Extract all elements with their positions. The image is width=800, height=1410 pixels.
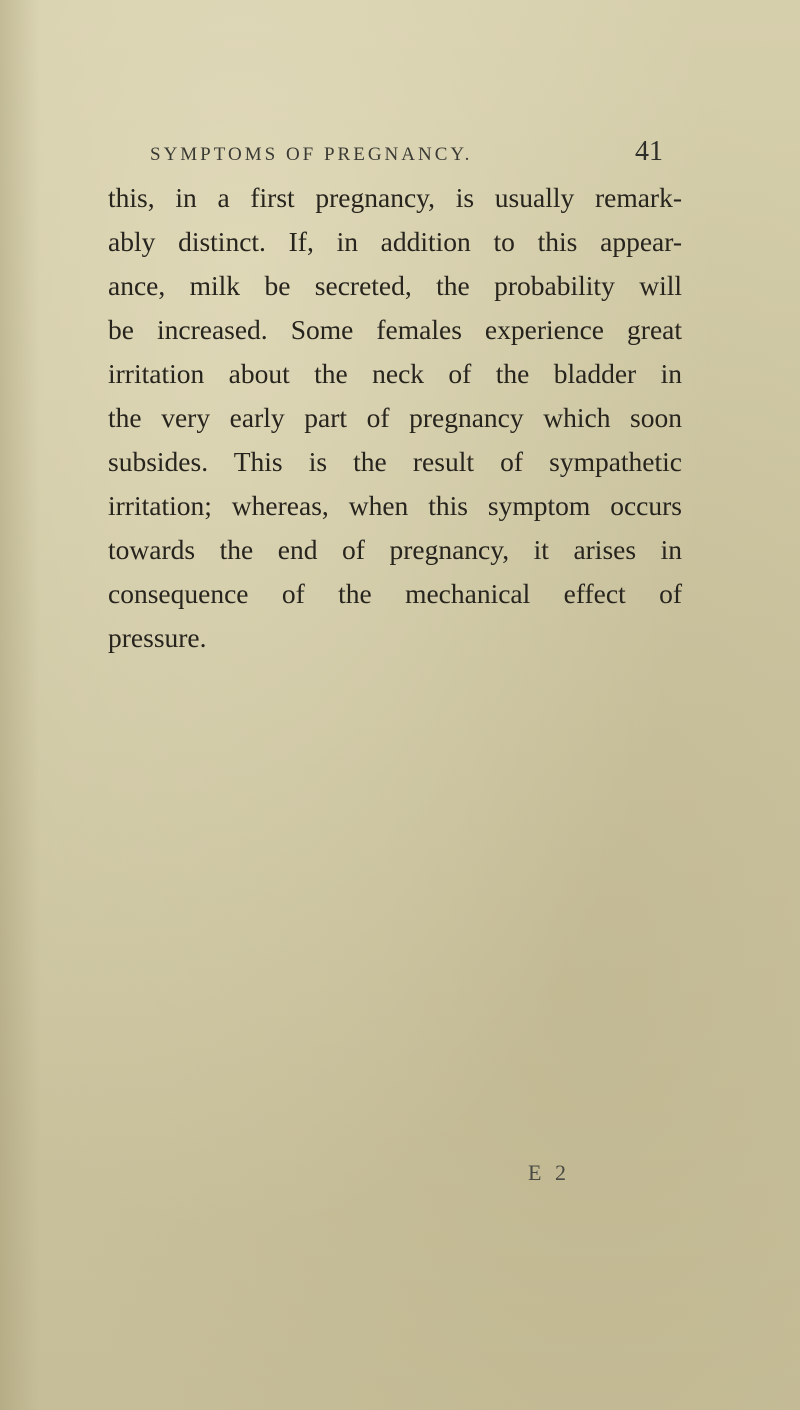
- text-line: irritation about the neck of the bladder in: [108, 358, 682, 389]
- text-line: this, in a first pregnancy, is usually remark-: [108, 182, 682, 213]
- text-line: pressure.: [108, 622, 207, 653]
- text-line: be increased. Some females experience great: [108, 314, 682, 345]
- text-line: towards the end of pregnancy, it arises in: [108, 534, 682, 565]
- text-line: the very early part of pregnancy which soon: [108, 402, 682, 433]
- page-gutter-shadow: [0, 0, 40, 1410]
- text-line: ably distinct. If, in addition to this appear-: [108, 226, 682, 257]
- page-number: 41: [635, 136, 663, 167]
- text-line: consequence of the mechanical effect of: [108, 578, 682, 609]
- text-line: ance, milk be secreted, the probability will: [108, 270, 682, 301]
- text-line: subsides. This is the result of sympathetic: [108, 446, 682, 477]
- signature-mark: E 2: [528, 1160, 570, 1185]
- running-head: [150, 136, 670, 176]
- body-paragraph: [108, 176, 682, 660]
- text-line: irritation; whereas, when this symptom occurs: [108, 490, 682, 521]
- running-title: SYMPTOMS OF PREGNANCY.: [150, 144, 473, 165]
